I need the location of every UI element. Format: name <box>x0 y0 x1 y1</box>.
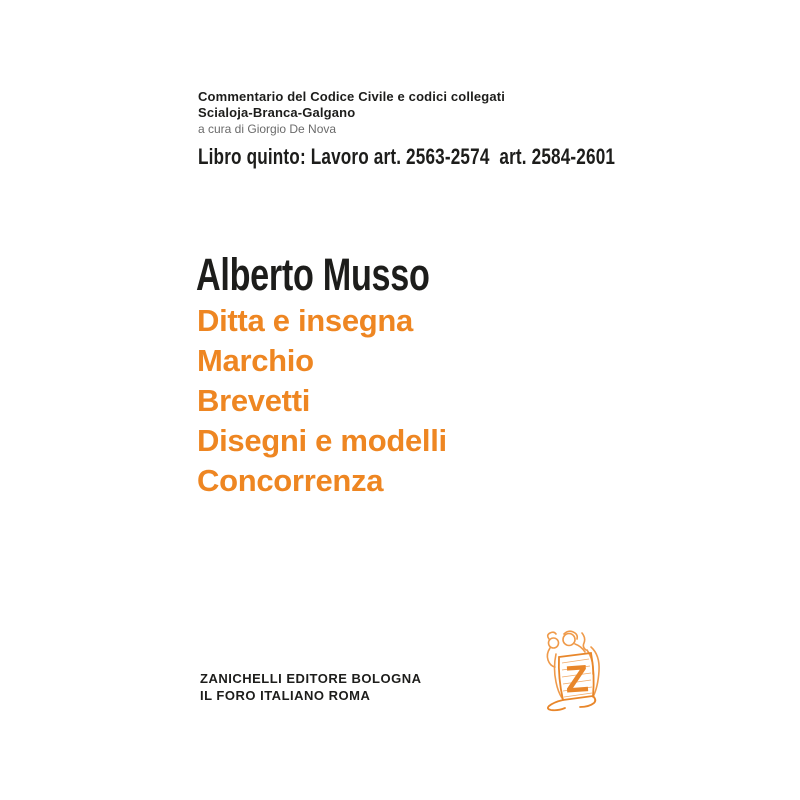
subject-titles <box>197 301 447 501</box>
subject-title: Marchio <box>197 343 314 378</box>
subject-title: Disegni e modelli <box>197 423 447 458</box>
publisher-line-1: ZANICHELLI EDITORE BOLOGNA <box>200 671 422 686</box>
subject-title: Brevetti <box>197 383 311 418</box>
logo-letter-z: Z <box>563 658 590 702</box>
zanichelli-emblem-icon <box>542 630 608 712</box>
series-title: Commentario del Codice Civile e codici collegati <box>198 89 505 104</box>
series-curator: a cura di Giorgio De Nova <box>198 122 337 136</box>
volume-line: Libro quinto: Lavoro art. 2563-2574 art. 2584-2601 <box>198 144 616 169</box>
subject-title: Ditta e insegna <box>197 303 413 338</box>
publisher-line-2: IL FORO ITALIANO ROMA <box>200 687 371 703</box>
author-name: Alberto Musso <box>196 249 430 300</box>
series-header <box>198 89 505 137</box>
series-editors: Scialoja-Branca-Galgano <box>198 105 356 120</box>
subject-title: Concorrenza <box>197 463 384 498</box>
publisher-block <box>200 671 421 704</box>
